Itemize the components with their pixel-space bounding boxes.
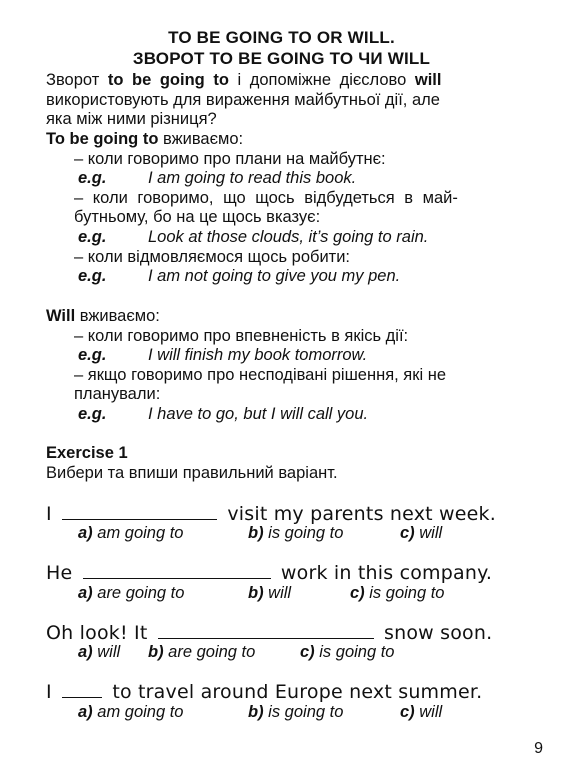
intro-term-going-to: to be going to [107, 71, 229, 89]
answer-option-b[interactable] [248, 524, 343, 543]
going-to-example-3 [78, 267, 401, 286]
answer-option-b[interactable] [248, 703, 343, 722]
question-end: visit my parents next week. [227, 503, 497, 525]
answer-option-c[interactable] [400, 703, 442, 722]
option-text: is going to [268, 524, 344, 542]
example-sentence: Look at those clouds, it’s going to rain. [148, 228, 429, 246]
intro-line-3: яка між ними різниця? [46, 110, 217, 128]
question-start: I [46, 503, 52, 525]
answer-blank[interactable] [158, 622, 374, 639]
option-key: b) [248, 703, 264, 721]
will-example-1 [78, 346, 368, 365]
going-to-term: To be going to [46, 130, 159, 148]
intro-text: Зворот [46, 71, 108, 89]
option-text: will [97, 643, 121, 661]
answer-blank[interactable] [83, 562, 271, 579]
option-key: b) [148, 643, 164, 661]
will-example-2 [78, 405, 369, 424]
option-text: will [419, 524, 443, 542]
option-key: b) [248, 584, 264, 602]
example-sentence: I am going to read this book. [148, 169, 357, 187]
going-to-rule-3: – коли відмовляємося щось робити: [74, 248, 351, 266]
page-number: 9 [534, 740, 543, 757]
question-start: Oh look! It [46, 622, 148, 644]
eg-label: e.g. [78, 169, 107, 187]
option-key: c) [350, 584, 365, 602]
exercise-question-3 [46, 622, 492, 644]
intro-line-2: використовують для вираження майбутньої дії, але [46, 91, 440, 109]
answer-option-a[interactable] [78, 703, 184, 722]
will-rule-1: – коли говоримо про впевненість в якісь дії: [74, 327, 409, 345]
option-key: b) [248, 524, 264, 542]
option-text: is going to [369, 584, 445, 602]
option-text: are going to [97, 584, 185, 602]
answer-option-c[interactable] [350, 584, 444, 603]
option-text: will [268, 584, 292, 602]
will-heading-rest: вживаємо: [75, 307, 160, 325]
going-to-heading [46, 130, 243, 149]
going-to-rule-2b: бутньому, бо на це щось вказує: [74, 208, 321, 226]
question-end: to travel around Europe next summer. [112, 681, 483, 703]
option-key: c) [400, 524, 415, 542]
option-key: a) [78, 584, 93, 602]
answer-option-b[interactable] [148, 643, 255, 662]
exercise-instruction: Вибери та впиши правильний варіант. [46, 464, 338, 482]
example-sentence: I will finish my book tomorrow. [148, 346, 368, 364]
exercise-question-4 [46, 681, 482, 703]
option-text: is going to [268, 703, 344, 721]
page-title-ukrainian: ЗВОРОТ TO BE GOING TO ЧИ WILL [132, 49, 431, 68]
eg-label: e.g. [78, 228, 107, 246]
exercise-question-1 [46, 503, 496, 525]
option-key: a) [78, 703, 93, 721]
will-rule-2b: планували: [74, 385, 161, 403]
going-to-example-1 [78, 169, 357, 188]
option-text: are going to [168, 643, 256, 661]
answer-option-c[interactable] [300, 643, 394, 662]
page-title-english: TO BE GOING TO OR WILL. [168, 28, 395, 47]
will-rule-2a: – якщо говоримо про несподівані рішення, які не [74, 366, 446, 384]
answer-blank[interactable] [62, 503, 217, 520]
answer-option-b[interactable] [248, 584, 291, 603]
answer-blank[interactable] [62, 681, 102, 698]
answer-option-a[interactable] [78, 643, 120, 662]
going-to-rule-2a: – коли говоримо, що щось відбудеться в май- [74, 189, 458, 207]
intro-line-1 [46, 71, 441, 90]
answer-option-a[interactable] [78, 584, 184, 603]
question-start: He [46, 562, 73, 584]
answer-option-a[interactable] [78, 524, 184, 543]
answer-option-c[interactable] [400, 524, 442, 543]
option-key: c) [400, 703, 415, 721]
going-to-example-2 [78, 228, 429, 247]
question-end: work in this company. [280, 562, 493, 584]
question-end: snow soon. [383, 622, 493, 644]
question-start: I [46, 681, 52, 703]
option-text: am going to [97, 524, 184, 542]
example-sentence: I am not going to give you my pen. [148, 267, 401, 285]
option-key: a) [78, 643, 93, 661]
going-to-rule-1: – коли говоримо про плани на майбутнє: [74, 150, 386, 168]
exercise-question-2 [46, 562, 492, 584]
option-text: will [419, 703, 443, 721]
going-to-heading-rest: вживаємо: [158, 130, 244, 148]
eg-label: e.g. [78, 346, 107, 364]
will-term: Will [46, 307, 76, 325]
intro-term-will: will [414, 71, 442, 89]
intro-text: і допоміжне дієслово [228, 71, 415, 89]
option-key: a) [78, 524, 93, 542]
eg-label: e.g. [78, 267, 107, 285]
example-sentence: I have to go, but I will call you. [148, 405, 369, 423]
eg-label: e.g. [78, 405, 107, 423]
will-heading [46, 307, 160, 326]
option-key: c) [300, 643, 315, 661]
exercise-title: Exercise 1 [46, 444, 128, 462]
option-text: am going to [97, 703, 184, 721]
option-text: is going to [319, 643, 395, 661]
